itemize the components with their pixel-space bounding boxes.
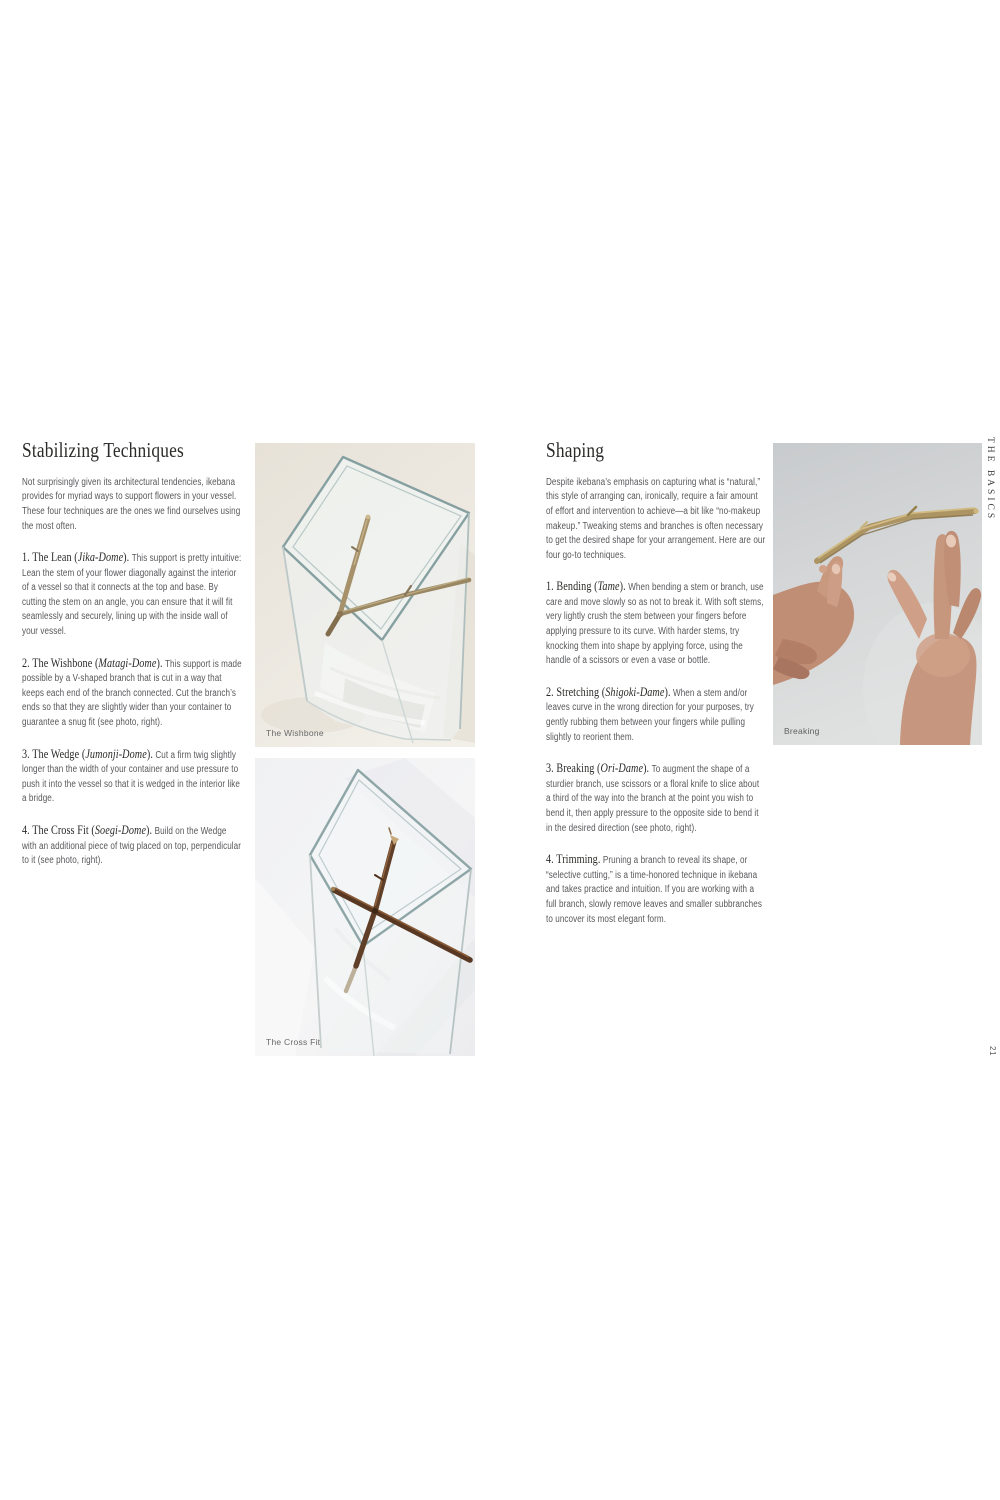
technique-item-stretching: [546, 685, 766, 745]
item-close: ).: [643, 761, 650, 776]
shaping-section: [546, 438, 766, 943]
item-lead: 4. Trimming.: [546, 852, 601, 867]
page-number: 21: [988, 1046, 997, 1056]
technique-item-wedge: [22, 747, 242, 807]
item-body: To augment the shape of a sturdier branch, use scissors or a floral knife to slice about a third of the way into the branch at the point you wish to bend it, then apply pressure to the opposite side to bend it in the desired direction (see photo, right).: [546, 764, 760, 834]
technique-item-lean: [22, 550, 242, 640]
photo-the-cross-fit: [255, 758, 475, 1056]
technique-item-trimming: [546, 852, 766, 927]
item-close: ).: [146, 746, 153, 761]
photo-caption: Breaking: [784, 726, 820, 736]
technique-item-wishbone: [22, 656, 242, 731]
photo-caption: The Cross Fit: [266, 1037, 321, 1047]
item-lead: 1. Bending (: [546, 579, 598, 594]
item-lead: 4. The Cross Fit (: [22, 823, 95, 837]
item-term: Jumonji-Dome: [85, 746, 147, 761]
item-term: Matagi-Dome: [98, 655, 157, 670]
item-term: Soegi-Dome: [94, 823, 147, 837]
item-body: When a stem and/or leaves curve in the wrong direction for your purposes, try gently rubbing them between your fingers while pulling slightly to reorient them.: [546, 687, 754, 743]
stabilizing-techniques-section: [22, 438, 242, 885]
item-close: ).: [146, 823, 153, 837]
technique-item-bending: [546, 579, 766, 669]
item-term: Ori-Dame: [600, 761, 644, 776]
item-lead: 3. Breaking (: [546, 761, 601, 776]
item-close: ).: [156, 655, 163, 670]
section-heading-shaping: Shaping: [546, 438, 605, 462]
photo-caption: The Wishbone: [266, 728, 324, 738]
item-lead: 2. Stretching (: [546, 684, 606, 699]
section-intro: Despite ikebana’s emphasis on capturing what is “natural,” this style of arranging can, ironically, require a fair amount of effort and intervention to achieve—a bit like “no-makeup makeup.” Tweaking stems and branches is often necessary to get the desired shape for your arrangement. Here are our four go-to techniques.: [546, 476, 766, 561]
glass-vase-wishbone-graphic: [255, 443, 475, 747]
item-close: ).: [619, 579, 626, 594]
item-body: Cut a firm twig slightly longer than the width of your container and use pressure to push it into the vessel so that it is wedged in the interior like a bridge.: [22, 749, 240, 805]
technique-item-breaking: [546, 761, 766, 836]
photo-the-wishbone: [255, 443, 475, 747]
item-lead: 2. The Wishbone (: [22, 655, 99, 670]
technique-item-crossfit: [22, 823, 242, 869]
item-lead: 3. The Wedge (: [22, 746, 86, 761]
item-body: Build on the Wedge with an additional piece of twig placed on top, perpendicular to it (see photo, right).: [22, 826, 242, 867]
item-body: Pruning a branch to reveal its shape, or “selective cutting,” is a time-honored technique in ikebana and takes practice and intuition. If you are working with a full branch, slowly remove leaves and smaller subbranches to uncover its most elegant form.: [546, 855, 762, 925]
glass-vase-crossfit-graphic: [255, 758, 475, 1056]
section-intro: Not surprisingly given its architectural tendencies, ikebana provides for myriad ways to support flowers in your vessel. These four techniques are the ones we find ourselves using the most often.: [22, 476, 241, 532]
item-term: Tame: [597, 579, 620, 594]
item-term: Shigoki-Dame: [605, 684, 665, 699]
item-body: This support is made possible by a V-shaped branch that is cut in a way that keeps each end of the branch connected. Cut the branch’s ends so that they are slightly wider than your container to guarantee a snug fit (see photo, right).: [22, 658, 242, 729]
section-heading-stabilizing: Stabilizing Techniques: [22, 438, 184, 462]
chapter-side-label: THE BASICS: [985, 437, 995, 522]
item-close: ).: [664, 684, 671, 699]
hands-breaking-twig-graphic: [773, 443, 982, 745]
photo-breaking: [773, 443, 982, 745]
item-term: Jika-Dome: [77, 550, 124, 565]
item-body: This support is pretty intuitive: Lean the stem of your flower diagonally against the interior of a vessel so that it connects at the top and base. By cutting the stem on an angle, you can ensure that it will fit seamlessly and securely, lining up with the inside wall of your vessel.: [22, 553, 242, 638]
item-body: When bending a stem or branch, use care and move slowly so as not to break it. With soft stems, very lightly crush the stem between your fingers before applying pressure to its curve. With harder stems, try knocking them into shape by applying force, using the handle of a scissors or even a vase or bottle.: [546, 582, 764, 667]
item-lead: 1. The Lean (: [22, 550, 78, 565]
item-close: ).: [123, 550, 130, 565]
